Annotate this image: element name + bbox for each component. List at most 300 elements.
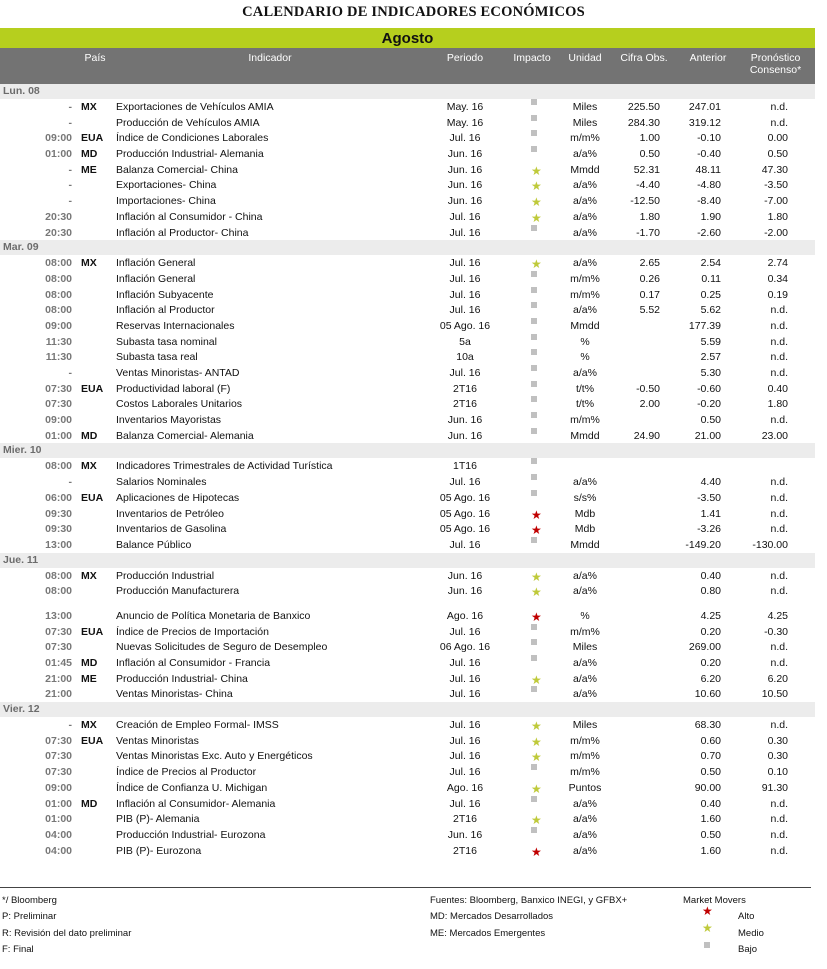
cell-time: 07:30 (45, 766, 72, 779)
table-row (0, 474, 815, 490)
cell-pro: 0.30 (767, 750, 788, 763)
table-row (0, 490, 815, 506)
cell-time: 21:00 (45, 672, 72, 685)
cell-per: May. 16 (446, 101, 484, 113)
cell-ind: Producción de Vehículos AMIA (116, 116, 260, 129)
cell-uni: t/t% (575, 398, 595, 411)
cell-ant: -3.50 (697, 491, 721, 504)
cell-cif: 284.30 (627, 116, 660, 129)
cell-per: Jul. 16 (449, 304, 481, 317)
cell-uni: Miles (572, 719, 598, 732)
cell-ant: -0.20 (697, 398, 721, 411)
cell-per: Jul. 16 (449, 750, 481, 763)
cell-ant: 0.40 (700, 569, 721, 582)
month-bar: Agosto (0, 28, 815, 48)
cell-per: Jul. 16 (449, 476, 481, 489)
table-row: 09:30 Inventarios de Petróleo 05 Ago. 16 ★ Mdb 1.41 n.d. (0, 506, 815, 522)
table-row: 21:00 ME Producción Industrial- China Jul. 16 ★ a/a% 6.20 6.20 (0, 671, 815, 687)
cell-ind: Importaciones- China (116, 195, 216, 208)
table-row (0, 349, 815, 365)
cell-time: 04:00 (45, 844, 72, 857)
cell-ind: Índice de Precios de Importación (116, 625, 269, 638)
cell-ant: 0.50 (700, 414, 721, 427)
cell-pro: 10.50 (761, 688, 788, 701)
cell-per: Jun. 16 (447, 163, 483, 176)
cell-per: Jul. 16 (449, 625, 481, 638)
cell-per: 10a (456, 351, 474, 364)
cell-cif: -12.50 (630, 195, 660, 208)
cell-uni: a/a% (573, 688, 597, 701)
cell-pro: -3.50 (764, 179, 788, 192)
col-anterior: Anterior (689, 52, 727, 64)
cell-time: 07:30 (45, 625, 72, 638)
cell-ind: Creación de Empleo Formal- IMSS (116, 719, 279, 732)
cell-time: 06:00 (45, 491, 72, 504)
cell-pro: 0.34 (767, 272, 788, 285)
table-row (0, 318, 815, 334)
cell-per: 2T16 (453, 398, 477, 411)
cell-time: 01:45 (45, 657, 72, 669)
cell-uni: a/a% (573, 304, 597, 317)
cell-uni: a/a% (573, 148, 597, 161)
cell-pais: ME (81, 672, 97, 685)
cell-ind: Producción Manufacturera (116, 585, 240, 598)
cell-pais: MX (81, 460, 97, 473)
cell-cif: 0.50 (639, 148, 660, 161)
table-header (0, 48, 815, 84)
cell-per: Ago. 16 (446, 609, 484, 622)
cell-pais: EUA (81, 491, 104, 504)
cell-per: 05 Ago. 16 (439, 319, 491, 332)
table-row: 13:00 Anuncio de Política Monetaria de Banxico Ago. 16 ★ % 4.25 4.25 (0, 608, 815, 624)
footer-divider (0, 887, 811, 888)
cell-time: 09:00 (45, 781, 72, 794)
page-title: CALENDARIO DE INDICADORES ECONÓMICOS (242, 4, 585, 20)
cell-uni: a/a% (573, 813, 597, 826)
cell-uni: % (580, 351, 590, 364)
cell-cif: 52.31 (633, 163, 660, 176)
cell-ind: Inflación al Consumidor - Francia (116, 657, 271, 669)
cell-ant: 269.00 (688, 641, 721, 654)
cell-ind: Inflación Subyacente (116, 288, 214, 301)
table-row (0, 225, 815, 241)
me-legend: ME: Mercados Emergentes (430, 928, 546, 939)
cell-ant: 0.25 (700, 288, 721, 301)
alto-label: Alto (738, 911, 755, 922)
cell-ant: 0.50 (700, 766, 721, 779)
cell-pais: EUA (81, 382, 104, 395)
cell-ant: -149.20 (685, 538, 721, 551)
cell-ant: 5.30 (700, 367, 721, 379)
cell-cif: 2.65 (639, 257, 660, 270)
cell-time: 08:00 (45, 569, 72, 582)
cell-pais: EUA (81, 132, 104, 145)
cell-pro: n.d. (770, 719, 788, 732)
cell-pais: MD (81, 148, 98, 161)
cell-time: - (68, 101, 72, 113)
col-indicador: Indicador (248, 52, 292, 64)
cell-pro: n.d. (770, 476, 788, 489)
table-row: 01:00 PIB (P)- Alemania 2T16 ★ a/a% 1.60 n.d. (0, 811, 815, 827)
cell-ant: 1.90 (700, 210, 721, 223)
cell-cif: -4.40 (636, 179, 660, 192)
cell-uni: Mmdd (570, 319, 600, 332)
cell-per: Jul. 16 (449, 288, 481, 301)
cell-time: 07:30 (45, 750, 72, 763)
cell-time: - (68, 476, 72, 489)
cell-ind: Índice de Confianza U. Michigan (116, 781, 268, 794)
cell-per: 2T16 (453, 844, 477, 857)
cell-time: 11:30 (45, 335, 72, 348)
cell-ant: 10.60 (694, 688, 721, 701)
table-row (0, 412, 815, 428)
cell-time: 08:00 (45, 257, 72, 270)
cell-pro: n.d. (770, 491, 788, 504)
cell-pro: 0.00 (767, 132, 788, 145)
cell-ant: 48.11 (695, 163, 721, 176)
cell-per: Jun. 16 (447, 585, 483, 598)
table-row (0, 99, 815, 115)
cell-per: Jun. 16 (447, 179, 483, 192)
cell-ind: Balanza Comercial- Alemania (116, 429, 254, 442)
col-unidad: Unidad (568, 52, 602, 64)
cell-per: Jul. 16 (449, 719, 481, 732)
cell-pais: EUA (81, 734, 104, 747)
cell-uni: a/a% (573, 367, 597, 379)
cell-ind: Exportaciones- China (116, 179, 217, 192)
cell-uni: m/m% (570, 414, 600, 427)
cell-pro: n.d. (770, 351, 788, 364)
cell-per: 05 Ago. 16 (439, 491, 491, 504)
cell-ant: -3.26 (697, 523, 721, 536)
cell-uni: Mmdd (570, 538, 600, 551)
cell-uni: s/s% (573, 491, 597, 504)
cell-ind: Inflación General (116, 272, 196, 285)
cell-ind: PIB (P)- Alemania (116, 813, 200, 826)
table-row (0, 624, 815, 640)
cell-pro: n.d. (770, 116, 788, 129)
cell-ant: -0.60 (697, 382, 721, 395)
table-row (0, 365, 815, 381)
cell-cif: 1.00 (639, 132, 660, 145)
table-row: 07:30 Ventas Minoristas Exc. Auto y Energéticos Jul. 16 ★ m/m% 0.70 0.30 (0, 748, 815, 764)
cell-uni: t/t% (575, 382, 595, 395)
cell-ind: Inflación al Consumidor - China (116, 210, 263, 223)
cell-per: 2T16 (453, 813, 477, 826)
cell-ind: Producción Industrial (116, 569, 215, 582)
cell-ind: Balanza Comercial- China (116, 163, 238, 176)
table-row: 07:30 EUA Ventas Minoristas Jul. 16 ★ m/m% 0.60 0.30 (0, 733, 815, 749)
cell-uni: a/a% (573, 585, 597, 598)
cell-ind: Reservas Internacionales (116, 319, 235, 332)
cell-ind: Balance Público (116, 538, 192, 551)
cell-ind: Subasta tasa real (116, 351, 198, 364)
table-row (0, 537, 815, 553)
cell-uni: a/a% (573, 257, 597, 270)
cell-uni: % (580, 335, 590, 348)
table-row (0, 764, 815, 780)
cell-pro: 23.00 (761, 429, 788, 442)
col-pronostico (738, 52, 813, 76)
cell-pais: MD (81, 797, 98, 810)
col-cifra: Cifra Obs. (620, 52, 668, 64)
cell-ant: 21.00 (694, 429, 721, 442)
cell-time: 20:30 (45, 226, 72, 239)
cell-uni: a/a% (573, 226, 597, 239)
cell-pais: ME (81, 163, 97, 176)
sources-text: Fuentes: Bloomberg, Banxico INEGI, y GFBX+ (430, 895, 628, 906)
cell-ant: -2.60 (697, 226, 721, 239)
cell-ind: Aplicaciones de Hipotecas (116, 491, 240, 504)
cell-ind: Ventas Minoristas (116, 734, 199, 747)
day-header: Vier. 12 (0, 702, 815, 717)
cell-ind: Productividad laboral (F) (116, 382, 231, 395)
cell-per: Jun. 16 (447, 414, 483, 427)
cell-per: Jul. 16 (449, 272, 481, 285)
cell-ant: 6.20 (700, 672, 721, 685)
cell-uni: % (580, 609, 590, 622)
cell-uni: Mdb (574, 523, 596, 536)
cell-ind: Ventas Minoristas Exc. Auto y Energéticos (116, 750, 313, 763)
cell-per: Jun. 16 (447, 569, 483, 582)
cell-ind: Inflación al Productor- China (116, 226, 249, 239)
cell-pro: -2.00 (764, 226, 788, 239)
cell-uni: Mmdd (570, 429, 600, 442)
cell-per: 06 Ago. 16 (439, 641, 491, 654)
cell-uni: Miles (572, 641, 598, 654)
cell-cif: 2.00 (639, 398, 660, 411)
cell-pais: MX (81, 719, 97, 732)
table-row (0, 146, 815, 162)
table-row: 09:00 Índice de Confianza U. Michigan Ago. 16 ★ Puntos 90.00 91.30 (0, 780, 815, 796)
cell-ind: Costos Laborales Unitarios (116, 398, 243, 411)
cell-per: Jul. 16 (449, 257, 481, 270)
cell-time: 01:00 (45, 429, 72, 442)
cell-time: 08:00 (45, 585, 72, 598)
cell-pro: 47.30 (761, 163, 788, 176)
cell-time: 07:30 (45, 641, 72, 654)
cell-cif: 24.90 (633, 429, 660, 442)
cell-uni: Miles (572, 101, 598, 113)
table-row (0, 130, 815, 146)
cell-ind: Ventas Minoristas- ANTAD (116, 367, 240, 379)
cell-time: 08:00 (45, 288, 72, 301)
cell-pro: 2.74 (767, 257, 788, 270)
cell-per: Jun. 16 (447, 148, 483, 161)
cell-cif: 0.26 (639, 272, 660, 285)
cell-ant: 5.59 (700, 335, 721, 348)
table-row: - Exportaciones- China Jun. 16 ★ a/a% -4.40 -4.80 -3.50 (0, 177, 815, 193)
table-row (0, 686, 815, 702)
cell-ind: Exportaciones de Vehículos AMIA (116, 101, 274, 113)
cell-per: Jul. 16 (449, 657, 481, 669)
cell-uni: a/a% (573, 195, 597, 208)
cell-time: 08:00 (45, 460, 72, 473)
cell-uni: m/m% (570, 288, 600, 301)
cell-uni: Mdb (574, 507, 596, 520)
cell-time: 09:00 (45, 414, 72, 427)
cell-ind: Ventas Minoristas- China (116, 688, 233, 701)
table-row (0, 458, 815, 474)
cell-time: 01:00 (45, 148, 72, 161)
cell-ant: -0.10 (697, 132, 721, 145)
cell-uni: a/a% (573, 210, 597, 223)
cell-time: - (68, 719, 72, 732)
cell-ind: Inventarios de Petróleo (116, 507, 224, 520)
cell-ant: -4.80 (697, 179, 721, 192)
bajo-square-icon (704, 941, 710, 953)
table-row (0, 381, 815, 397)
cell-pro: 6.20 (767, 672, 788, 685)
cell-ant: 4.40 (700, 476, 721, 489)
table-row: - MX Creación de Empleo Formal- IMSS Jul. 16 ★ Miles 68.30 n.d. (0, 717, 815, 733)
cell-time: 09:00 (45, 132, 72, 145)
calendar-body (0, 84, 815, 858)
cell-pro: n.d. (770, 523, 788, 536)
cell-uni: a/a% (573, 828, 597, 841)
cell-ind: Producción Industrial- Alemania (116, 148, 264, 161)
cell-time: 21:00 (45, 688, 72, 701)
medio-star-icon: ★ (702, 921, 713, 935)
table-row: 09:30 Inventarios de Gasolina 05 Ago. 16 ★ Mdb -3.26 n.d. (0, 521, 815, 537)
cell-cif: -0.50 (636, 382, 660, 395)
cell-uni: a/a% (573, 657, 597, 669)
cell-cif: 225.50 (627, 101, 660, 113)
cell-pro: n.d. (770, 414, 788, 427)
cell-uni: a/a% (573, 569, 597, 582)
cell-ant: 0.70 (700, 750, 721, 763)
cell-pro: n.d. (770, 101, 788, 113)
table-row (0, 334, 815, 350)
cell-pro: 0.30 (767, 734, 788, 747)
cell-time: 04:00 (45, 828, 72, 841)
cell-ant: 90.00 (694, 781, 721, 794)
cell-ind: Inventarios Mayoristas (116, 414, 222, 427)
cell-pro: 4.25 (767, 609, 788, 622)
cell-time: 01:00 (45, 813, 72, 826)
day-header: Jue. 11 (0, 553, 815, 568)
cell-per: Jul. 16 (449, 688, 481, 701)
cell-time: 13:00 (45, 609, 72, 622)
cell-per: Jun. 16 (447, 195, 483, 208)
cell-ant: -8.40 (697, 195, 721, 208)
md-legend: MD: Mercados Desarrollados (430, 911, 554, 922)
cell-time: 07:30 (45, 734, 72, 747)
cell-cif: 1.80 (639, 210, 660, 223)
cell-per: Jul. 16 (449, 367, 481, 379)
cell-cif: -1.70 (636, 226, 660, 239)
market-movers-title: Market Movers (683, 895, 746, 906)
table-row (0, 271, 815, 287)
alto-star-icon: ★ (702, 904, 713, 918)
cell-per: Jul. 16 (449, 538, 481, 551)
cell-per: Jul. 16 (449, 797, 481, 810)
cell-per: 5a (459, 335, 471, 348)
table-row: 08:00 Producción Manufacturera Jun. 16 ★ a/a% 0.80 n.d. (0, 583, 815, 599)
col-pronostico-line1: Pronóstico (750, 52, 801, 64)
cell-per: 2T16 (453, 382, 477, 395)
cell-per: May. 16 (446, 116, 484, 129)
cell-pro: n.d. (770, 797, 788, 810)
cell-pro: n.d. (770, 641, 788, 654)
table-row (0, 827, 815, 843)
cell-time: 08:00 (45, 272, 72, 285)
cell-ind: Nuevas Solicitudes de Seguro de Desempleo (116, 641, 328, 654)
cell-pro: n.d. (770, 813, 788, 826)
cell-ind: Índice de Precios al Productor (116, 766, 257, 779)
cell-uni: Miles (572, 116, 598, 129)
cell-per: Jul. 16 (449, 132, 481, 145)
cell-time: - (68, 163, 72, 176)
cell-uni: a/a% (573, 476, 597, 489)
cell-uni: a/a% (573, 797, 597, 810)
cell-ant: 0.60 (700, 734, 721, 747)
cell-ind: Producción Industrial- China (116, 672, 248, 685)
cell-pro: 0.50 (767, 148, 788, 161)
cell-ant: 0.11 (701, 272, 721, 285)
cell-pro: n.d. (770, 569, 788, 582)
cell-pro: n.d. (770, 304, 788, 317)
table-row (0, 396, 815, 412)
table-row: 08:00 MX Producción Industrial Jun. 16 ★ a/a% 0.40 n.d. (0, 568, 815, 584)
cell-ant: -0.40 (697, 148, 721, 161)
cell-ant: 319.12 (688, 116, 721, 129)
day-header: Mar. 09 (0, 240, 815, 255)
cell-uni: Puntos (568, 781, 602, 794)
cell-ant: 5.62 (700, 304, 721, 317)
cell-ind: Producción Industrial- Eurozona (116, 828, 266, 841)
cell-uni: m/m% (570, 272, 600, 285)
col-pronostico-line2: Consenso* (749, 64, 802, 76)
cell-uni: a/a% (573, 672, 597, 685)
cell-ind: Anuncio de Política Monetaria de Banxico (116, 609, 311, 622)
table-row: - ME Balanza Comercial- China Jun. 16 ★ Mmdd 52.31 48.11 47.30 (0, 162, 815, 178)
cell-ant: 0.50 (700, 828, 721, 841)
cell-time: - (68, 367, 72, 379)
cell-ant: 4.25 (700, 609, 721, 622)
cell-ant: 2.57 (700, 351, 721, 364)
day-header: Lun. 08 (0, 84, 815, 99)
cell-pais: MX (81, 101, 97, 113)
cell-uni: a/a% (573, 179, 597, 192)
cell-ind: PIB (P)- Eurozona (116, 844, 202, 857)
cell-ant: 1.41 (700, 507, 721, 520)
cell-pais: EUA (81, 625, 104, 638)
col-impacto: Impacto (513, 52, 551, 64)
cell-pais: MX (81, 569, 97, 582)
table-row: 04:00 PIB (P)- Eurozona 2T16 ★ a/a% 1.60 n.d. (0, 843, 815, 859)
cell-ind: Indicadores Trimestrales de Actividad Turística (116, 460, 333, 473)
table-row (0, 287, 815, 303)
cell-time: 07:30 (45, 382, 72, 395)
cell-time: - (68, 116, 72, 129)
col-periodo: Periodo (446, 52, 484, 64)
cell-pro: n.d. (770, 828, 788, 841)
footnote-bloomberg: */ Bloomberg (2, 895, 57, 906)
cell-time: - (68, 179, 72, 192)
cell-time: - (68, 195, 72, 208)
cell-pais: MX (81, 257, 97, 270)
footnote-revision: R: Revisión del dato preliminar (2, 928, 132, 939)
cell-pro: 0.40 (767, 382, 788, 395)
table-row: 08:00 MX Inflación General Jul. 16 ★ a/a% 2.65 2.54 2.74 (0, 255, 815, 271)
cell-pro: 91.30 (761, 781, 788, 794)
cell-pro: -0.30 (764, 625, 788, 638)
row-spacer (0, 599, 815, 608)
table-row (0, 302, 815, 318)
cell-ind: Inventarios de Gasolina (116, 523, 227, 536)
cell-time: 09:30 (45, 507, 72, 520)
